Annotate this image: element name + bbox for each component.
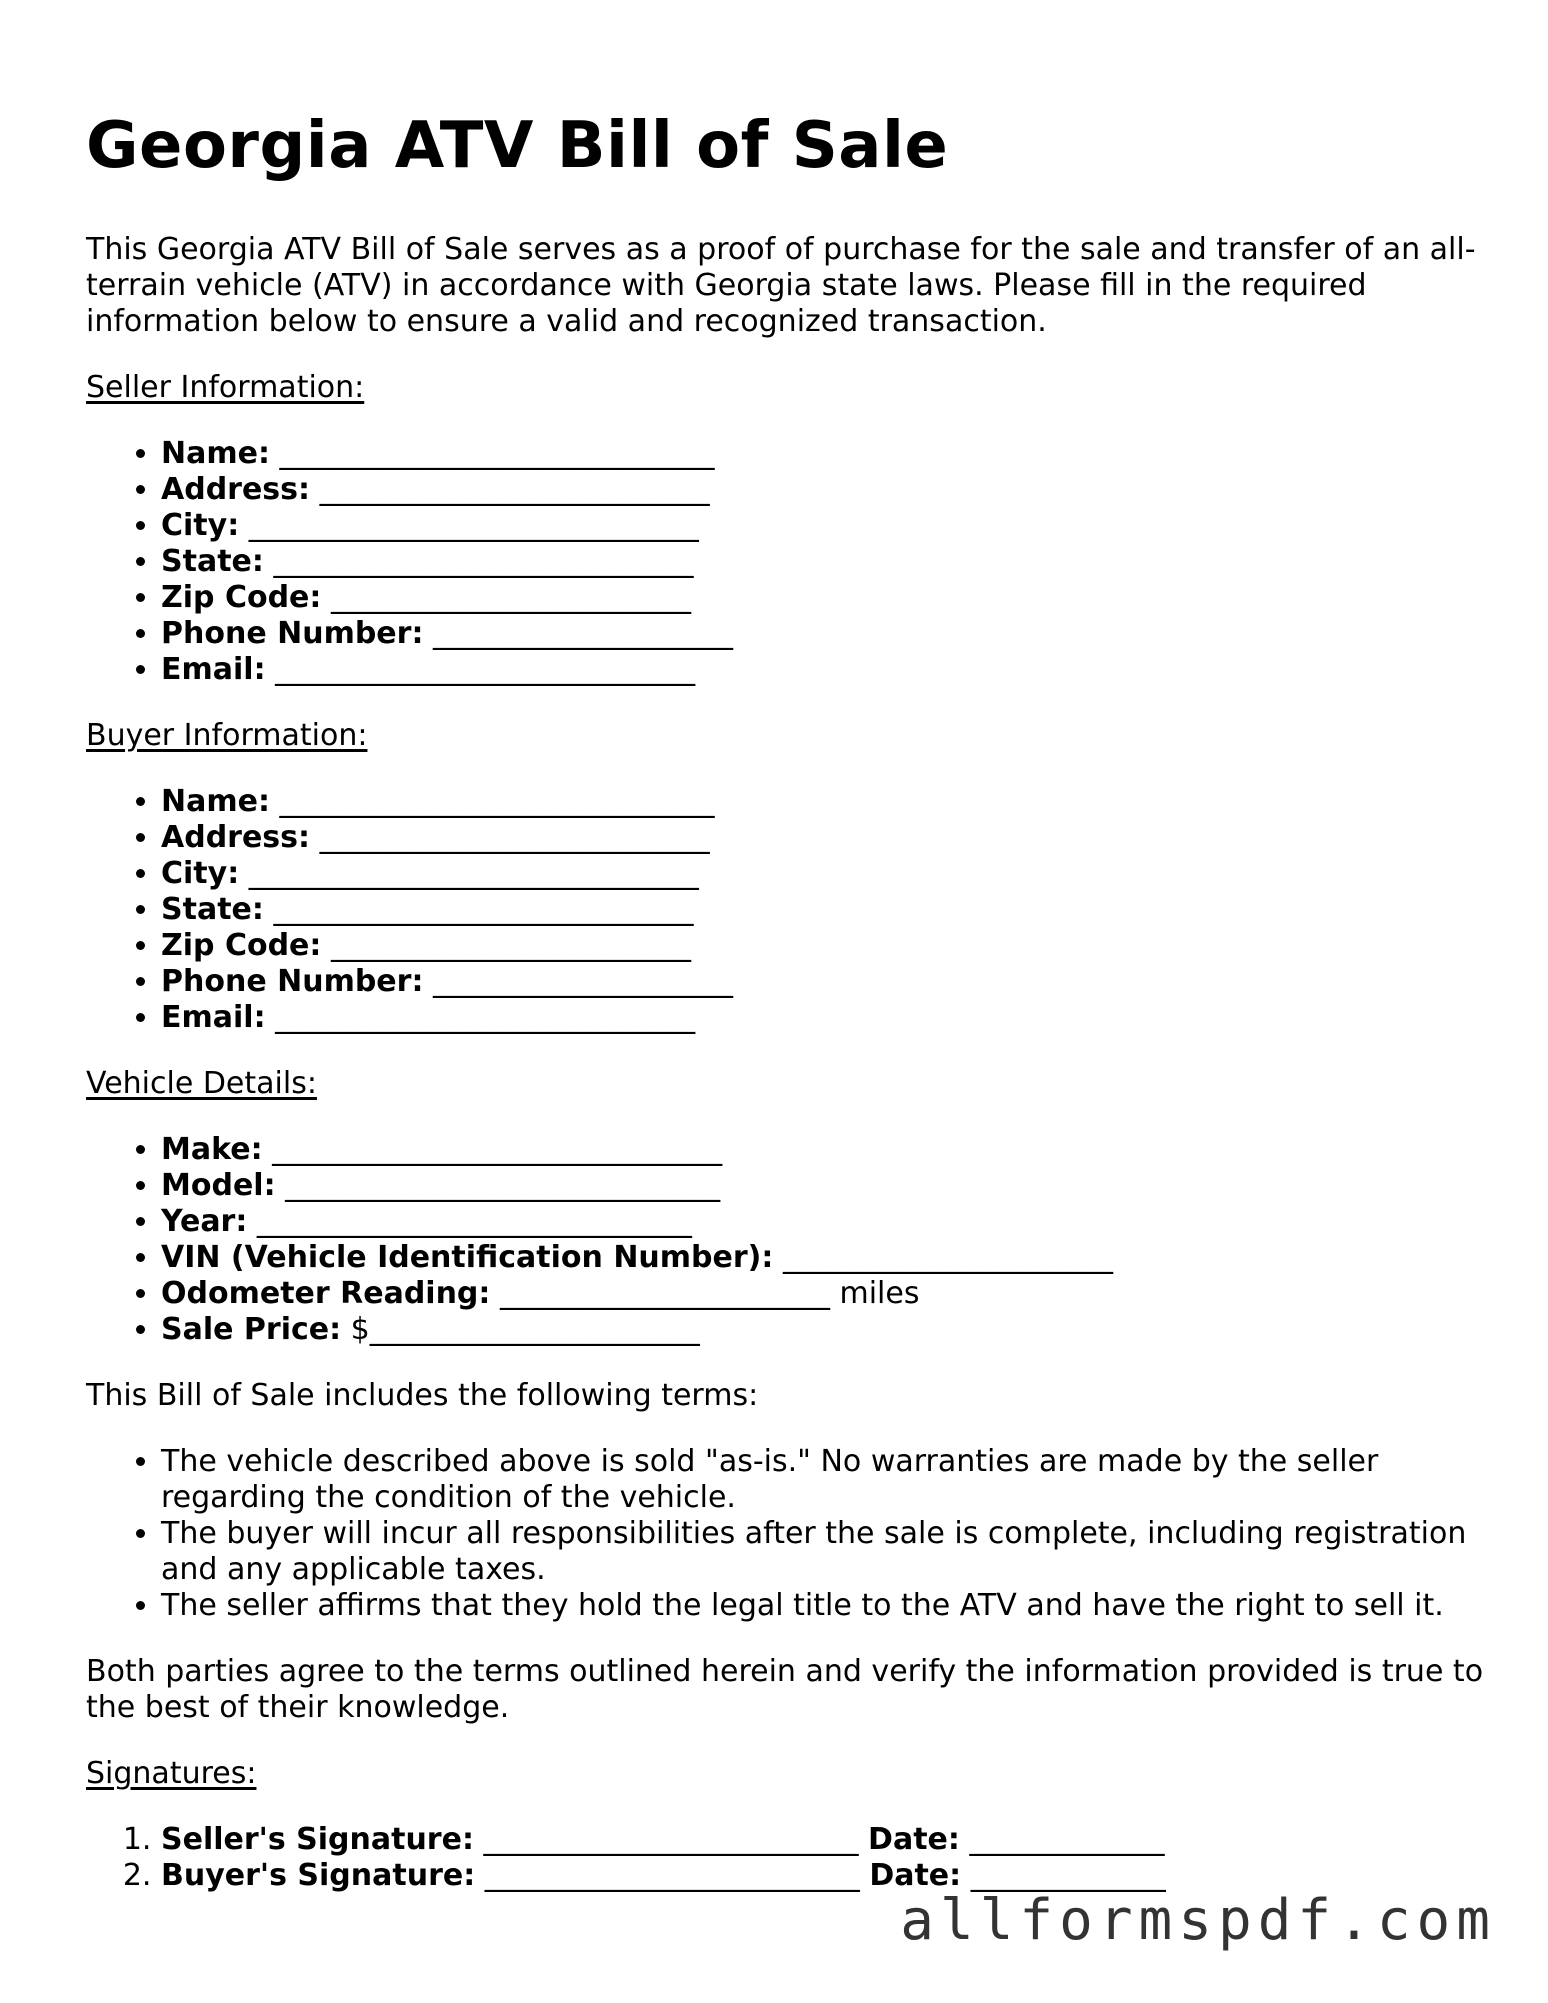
vehicle-odometer-field[interactable]: • Odometer Reading: ______________________ miles bbox=[161, 1276, 1486, 1312]
terms-intro: This Bill of Sale includes the following terms: bbox=[86, 1378, 759, 1413]
agreement-paragraph: Both parties agree to the terms outlined herein and verify the information provided is true to the best of their knowledge. bbox=[86, 1654, 1484, 1725]
seller-phone-field[interactable]: • Phone Number: ____________________ bbox=[161, 616, 1486, 652]
term-item: • The vehicle described above is sold "as-is." No warranties are made by the seller regarding the condition of the vehicle. bbox=[161, 1444, 1486, 1516]
signatures-list bbox=[86, 1822, 1486, 1894]
signatures-section-heading: Signatures: bbox=[86, 1756, 257, 1791]
buyer-address-field[interactable]: • Address: __________________________ bbox=[161, 820, 1486, 856]
vehicle-model-field[interactable]: • Model: _____________________________ bbox=[161, 1168, 1486, 1204]
terms-list bbox=[86, 1444, 1486, 1624]
seller-section-heading: Seller Information: bbox=[86, 370, 365, 405]
seller-state-field[interactable]: • State: ____________________________ bbox=[161, 544, 1486, 580]
seller-fields-list bbox=[86, 436, 1486, 688]
seller-address-field[interactable]: • Address: __________________________ bbox=[161, 472, 1486, 508]
document-page bbox=[86, 102, 1486, 1894]
buyer-signature-line[interactable]: 2. Buyer's Signature: _________________________ Date: _____________ bbox=[161, 1858, 1486, 1894]
page-title: Georgia ATV Bill of Sale bbox=[86, 109, 949, 183]
seller-zip-field[interactable]: • Zip Code: ________________________ bbox=[161, 580, 1486, 616]
seller-city-field[interactable]: • City: ______________________________ bbox=[161, 508, 1486, 544]
buyer-section-heading: Buyer Information: bbox=[86, 718, 368, 753]
buyer-city-field[interactable]: • City: ______________________________ bbox=[161, 856, 1486, 892]
intro-paragraph: This Georgia ATV Bill of Sale serves as a proof of purchase for the sale and transfer of an all-terrain vehicle (ATV) in accordance with Georgia state laws. Please fill in the required information below to ensure a valid and recognized transaction. bbox=[86, 232, 1476, 339]
seller-email-field[interactable]: • Email: ____________________________ bbox=[161, 652, 1486, 688]
buyer-state-field[interactable]: • State: ____________________________ bbox=[161, 892, 1486, 928]
buyer-fields-list bbox=[86, 784, 1486, 1036]
seller-signature-line[interactable]: 1. Seller's Signature: _________________________ Date: _____________ bbox=[161, 1822, 1486, 1858]
buyer-name-field[interactable]: • Name: _____________________________ bbox=[161, 784, 1486, 820]
vehicle-make-field[interactable]: • Make: ______________________________ bbox=[161, 1132, 1486, 1168]
vehicle-year-field[interactable]: • Year: _____________________________ bbox=[161, 1204, 1486, 1240]
term-item: • The buyer will incur all responsibilities after the sale is complete, including registration and any applicable taxes. bbox=[161, 1516, 1486, 1588]
vehicle-sale-price-field[interactable]: • Sale Price: $______________________ bbox=[161, 1312, 1486, 1348]
watermark-logo: allformspdf.com bbox=[900, 1888, 1496, 1953]
vehicle-fields-list bbox=[86, 1132, 1486, 1348]
vehicle-vin-field[interactable]: • VIN (Vehicle Identification Number): ______________________ bbox=[161, 1240, 1486, 1276]
seller-name-field[interactable]: • Name: _____________________________ bbox=[161, 436, 1486, 472]
vehicle-section-heading: Vehicle Details: bbox=[86, 1066, 317, 1101]
buyer-zip-field[interactable]: • Zip Code: ________________________ bbox=[161, 928, 1486, 964]
buyer-email-field[interactable]: • Email: ____________________________ bbox=[161, 1000, 1486, 1036]
buyer-phone-field[interactable]: • Phone Number: ____________________ bbox=[161, 964, 1486, 1000]
term-item: • The seller affirms that they hold the legal title to the ATV and have the right to sell it. bbox=[161, 1588, 1486, 1624]
